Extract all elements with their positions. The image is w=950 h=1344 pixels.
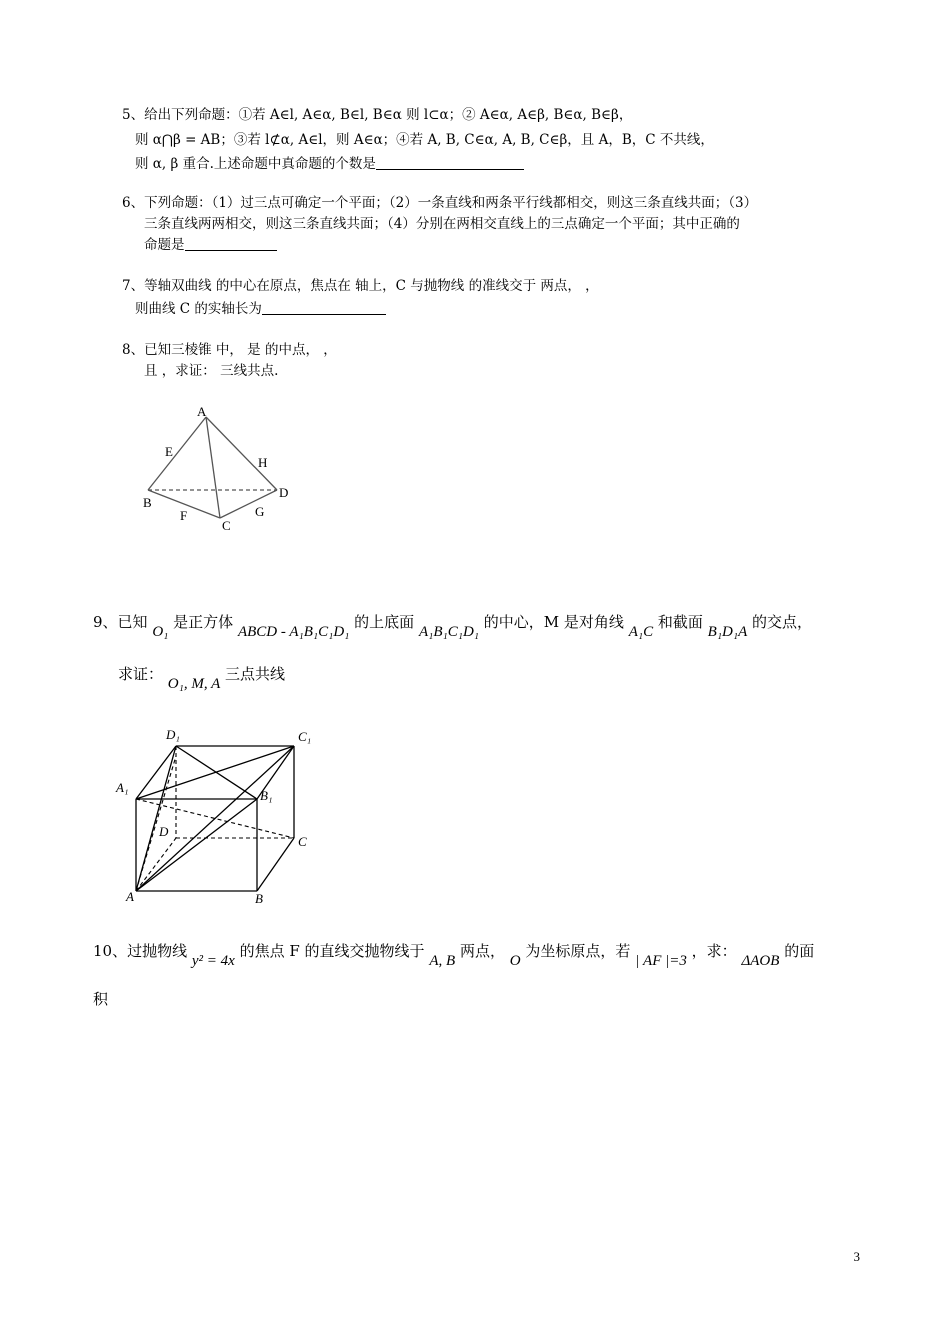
q10-text-5: 的面 (784, 942, 815, 960)
q9-text-4: 和截面 (657, 613, 703, 631)
cube-figure (110, 720, 330, 910)
label-B: B (143, 495, 152, 510)
label-B1: B₁ (260, 788, 273, 803)
q9-prove: 求证： (118, 665, 164, 683)
q10-line2: 积 (93, 990, 109, 1008)
edge-AD (206, 417, 277, 490)
edge-A1D1 (136, 746, 176, 799)
q7-line2 (135, 300, 386, 318)
q6-answer-blank[interactable] (185, 236, 277, 251)
q9-line1 (93, 611, 813, 640)
q10-text-4: ，求： (691, 942, 737, 960)
q6-line3 (144, 236, 277, 254)
q10-origin: O (509, 953, 521, 969)
q9-diagonal: A₁C (628, 624, 654, 640)
q9-O1: O₁ (152, 624, 169, 640)
edge-CD (220, 490, 277, 518)
pyramid-figure (130, 400, 310, 535)
q10-intro: 10、过抛物线 (93, 942, 188, 960)
page-number: 3 (853, 1249, 860, 1264)
edge-AB (148, 417, 206, 490)
q7-line1: 7、等轴双曲线 的中心在原点，焦点在 轴上，C 与抛物线 的准线交于 两点， ， (122, 278, 599, 294)
q6-line3-text: 命题是 (144, 237, 185, 253)
label-H: H (258, 455, 268, 470)
q10-points-AB: A, B (429, 953, 456, 969)
q9-points: O₁, M, A (167, 676, 221, 692)
q6-line1: 6、下列命题：（1）过三点可确定一个平面；（2）一条直线和两条平行线都相交，则这三条直线共面；（3） (122, 195, 758, 211)
label-D: D (279, 485, 289, 500)
q5-line3-text: 则 α, β 重合.上述命题中真命题的个数是 (135, 156, 376, 172)
q8-line1: 8、已知三棱锥 中， 是 的中点， ， (122, 342, 337, 358)
label-B: B (255, 891, 263, 906)
q9-line2 (118, 663, 286, 692)
q9-text-1: 是正方体 (173, 613, 234, 631)
label-A: A (197, 404, 207, 419)
q9-text-2: 的上底面 (354, 613, 415, 631)
q6-line2: 三条直线两两相交，则这三条直线共面；（4）分别在两相交直线上的三点确定一个平面；其中正确的 (144, 216, 740, 232)
q9-intro: 9、已知 (93, 613, 148, 631)
q5-answer-blank[interactable] (376, 155, 524, 170)
label-F: F (180, 508, 188, 523)
label-D1: D₁ (166, 727, 180, 742)
label-E: E (165, 444, 173, 459)
q10-text-2: 两点， (459, 942, 505, 960)
q9-top-face: A₁B₁C₁D₁ (418, 624, 479, 640)
q9-text-5: 的交点， (752, 613, 813, 631)
label-D: D (159, 824, 169, 839)
label-C: C (222, 518, 231, 533)
q10-AF: | AF |=3 (635, 953, 687, 969)
label-G: G (255, 504, 265, 519)
q9-cube-name: ABCD - A₁B₁C₁D₁ (237, 624, 350, 640)
edge-BC (257, 838, 294, 891)
q10-text-3: 为坐标原点，若 (525, 942, 631, 960)
q8-line2: 且 ，求证： 三线共点. (144, 363, 279, 379)
q9-section: B₁D₁A (707, 624, 748, 640)
label-A: A (126, 889, 134, 904)
line-AO1-hidden (136, 756, 176, 891)
q10-line1 (93, 940, 815, 969)
q5-line3 (135, 155, 524, 173)
q5-line2: 则 α⋂β = AB；③若 l⊄α, A∈l，则 A∈α；④若 A, B, C∈α, A, B, C∈β，且 A，B，C 不共线， (135, 132, 714, 148)
line-AB1 (136, 799, 257, 891)
q5-line1: 5、给出下列命题：①若 A∈l, A∈α, B∈l, B∈α 则 l⊂α；② A∈α, A∈β, B∈α, B∈β， (122, 107, 633, 123)
q7-answer-blank[interactable] (262, 300, 386, 315)
q10-text-1: 的焦点 F 的直线交抛物线于 (239, 942, 425, 960)
label-C: C (298, 834, 307, 849)
q9-text-3: 的中心，M 是对角线 (483, 613, 624, 631)
label-A1: A₁ (116, 780, 129, 795)
edge-AC (206, 417, 220, 518)
q7-line2-text: 则曲线 C 的实轴长为 (135, 301, 262, 317)
q9-collinear: 三点共线 (225, 665, 286, 683)
q10-parabola: y² = 4x (191, 953, 235, 969)
q10-triangle: ΔAOB (741, 953, 780, 969)
label-C1: C₁ (298, 729, 312, 744)
